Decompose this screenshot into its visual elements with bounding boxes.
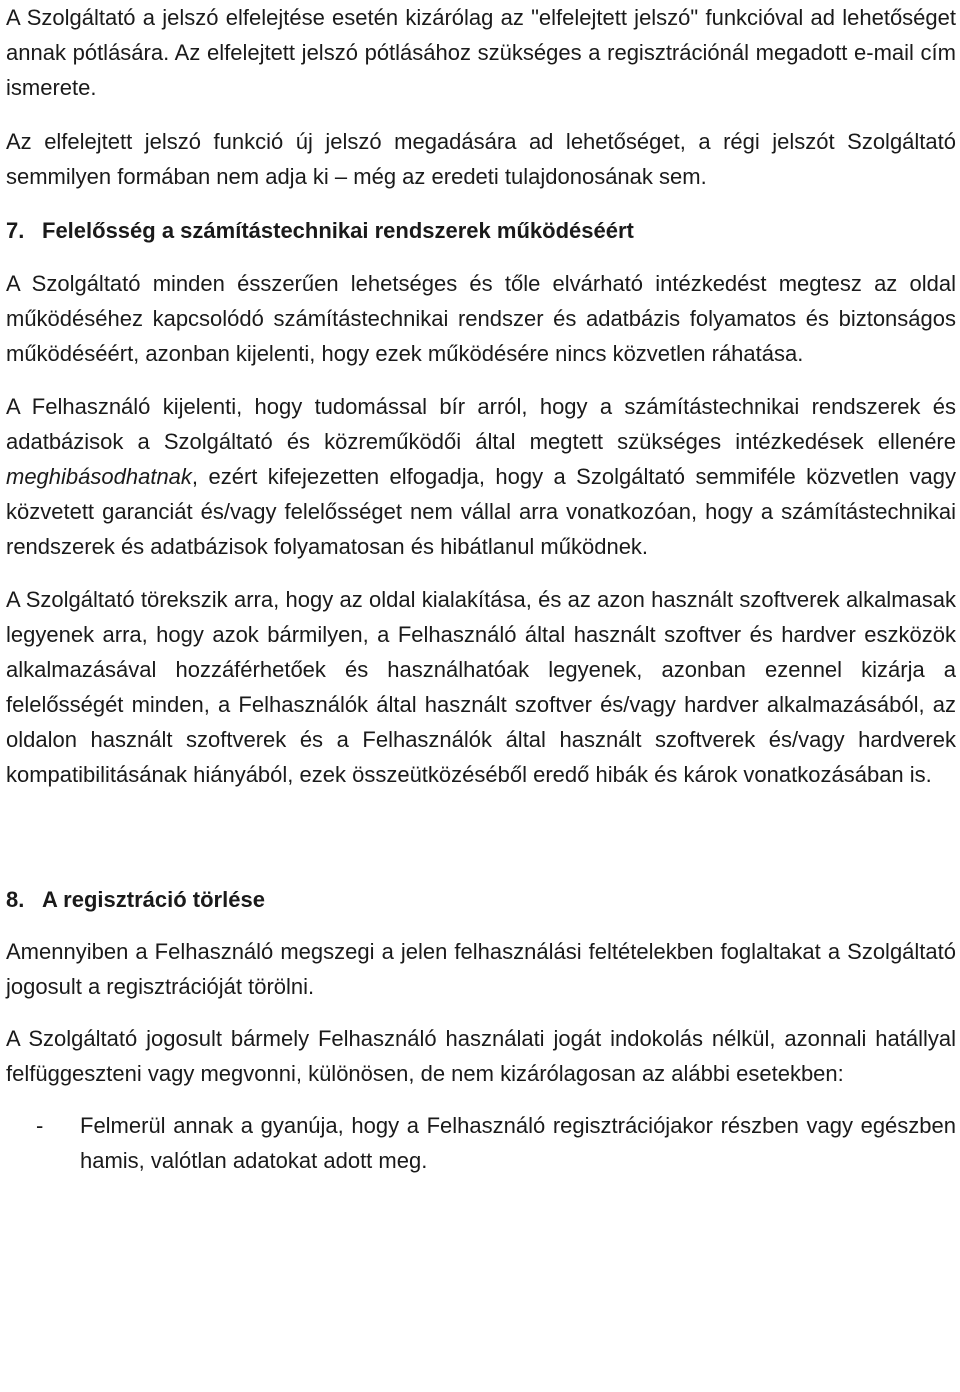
section-heading-8 xyxy=(6,882,956,917)
list-dash: - xyxy=(36,1113,44,1138)
section-number: 7. xyxy=(6,218,25,243)
paragraph-forgotten-password: A Szolgáltató a jelszó elfelejtése esetén kizárólag az "elfelejtett jelszó" funkcióval ad lehetőséget annak pótlására. Az elfelejtett jelszó pótlásához szükséges a regisztrációnál megadott e-mail cím ismerete. xyxy=(6,5,956,100)
section-title: Felelősség a számítástechnikai rendszerek működéséért xyxy=(42,218,634,243)
paragraph-suspension-rights: A Szolgáltató jogosult bármely Felhasználó használati jogát indokolás nélkül, azonnali hatállyal felfüggeszteni vagy megvonni, különösen, de nem kizárólagosan az alábbi esetekben: xyxy=(6,1026,956,1086)
spacer xyxy=(6,917,956,934)
spacer xyxy=(6,564,956,582)
spacer xyxy=(6,792,956,882)
spacer xyxy=(6,371,956,389)
spacer xyxy=(6,248,956,266)
spacer xyxy=(6,1004,956,1021)
text-segment: A Felhasználó kijelenti, hogy tudomással bír arról, hogy a számítástechnikai rendszerek és adatbázisok a Szolgáltató és közreműködői által megtett szükséges intézkedések ellenére xyxy=(6,394,956,454)
paragraph-software-compatibility: A Szolgáltató törekszik arra, hogy az oldal kialakítása, és az azon használt szoftverek alkalmasak legyenek arra, hogy azok bármilyen, a Felhasználó által használt szoftver és hardver eszközök alkalmazásával hozzáférhetőek és használhatóak legyenek, azonban ezennel kizárja a felelősségét minden, a Felhasználók által használt szoftver és/vagy hardver alkalmazásából, az oldalon használt szoftverek és a Felhasználók által használt szoftverek és/vagy hardverek kompatibilitásának hiányából, ezek összeütközéséből eredő hibák és károk vonatkozásában is. xyxy=(6,587,956,787)
italic-term: meghibásodhatnak xyxy=(6,464,192,489)
list-item-text: Felmerül annak a gyanúja, hogy a Felhasználó regisztrációjakor részben vagy egészben hamis, valótlan adatokat adott meg. xyxy=(80,1113,956,1173)
spacer xyxy=(6,1091,956,1108)
spacer xyxy=(6,194,956,213)
section-heading-7 xyxy=(6,213,956,248)
paragraph-user-acknowledges xyxy=(6,389,956,564)
list-item xyxy=(6,1108,956,1178)
paragraph-registration-deletion: Amennyiben a Felhasználó megszegi a jelen felhasználási feltételekben foglaltakat a Szolgáltató jogosult a regisztrációját törölni. xyxy=(6,939,956,999)
paragraph-system-operation: A Szolgáltató minden ésszerűen lehetséges és tőle elvárható intézkedést megtesz az oldal működéséhez kapcsolódó számítástechnikai rendszer és adatbázis folyamatos és biztonságos működéséért, azonban kijelenti, hogy ezek működésére nincs közvetlen ráhatása. xyxy=(6,271,956,366)
spacer xyxy=(6,105,956,124)
section-title: A regisztráció törlése xyxy=(42,887,265,912)
text-segment: , ezért kifejezetten elfogadja, hogy a Szolgáltató semmiféle közvetlen vagy közvetett garanciát és/vagy felelősséget nem vállal arra vonatkozóan, hogy a számítástechnikai rendszerek és adatbázisok folyamatosan és hibátlanul működnek. xyxy=(6,464,956,559)
section-number: 8. xyxy=(6,887,25,912)
document-page xyxy=(6,0,956,1178)
paragraph-new-password: Az elfelejtett jelszó funkció új jelszó megadására ad lehetőséget, a régi jelszót Szolgáltató semmilyen formában nem adja ki – még az eredeti tulajdonosának sem. xyxy=(6,129,956,189)
